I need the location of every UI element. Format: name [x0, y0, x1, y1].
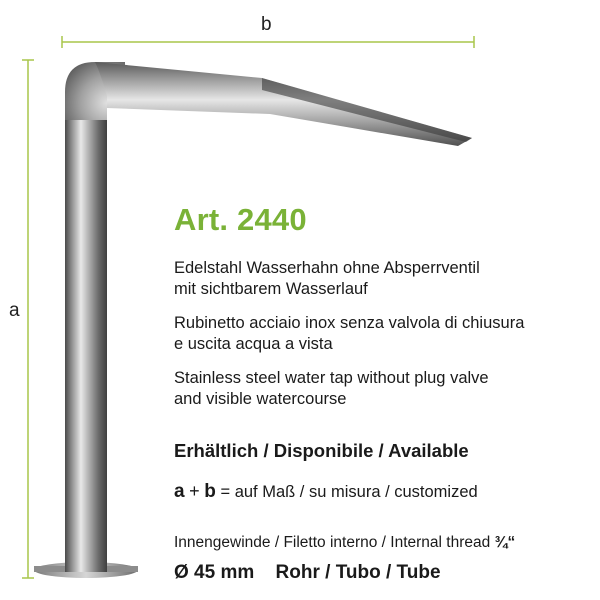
description-line: e uscita acqua a vista: [174, 335, 333, 353]
thread-size: ¾“: [494, 534, 516, 551]
dimension-a-line: [22, 60, 34, 578]
dimension-b-label: b: [261, 14, 272, 35]
description-italian: [174, 313, 524, 355]
horizontal-spout: [95, 62, 472, 146]
description-line: Stainless steel water tap without plug valve: [174, 369, 489, 387]
thread-info: [174, 534, 515, 552]
plus-sign: +: [189, 481, 200, 501]
description-line: Edelstahl Wasserhahn ohne Absperrventil: [174, 259, 480, 277]
vertical-pipe: [65, 92, 107, 572]
custom-size-line: [174, 481, 478, 503]
pipe-label: Rohr / Tubo / Tube: [275, 562, 441, 583]
thread-text: Innengewinde / Filetto interno / Internal thread: [174, 534, 491, 551]
dim-var-a: a: [174, 481, 185, 502]
description-english: [174, 368, 489, 410]
article-number: Art. 2440: [174, 202, 307, 237]
dimension-a-label: a: [9, 300, 20, 321]
availability-heading: Erhältlich / Disponibile / Available: [174, 440, 469, 461]
dim-var-b: b: [204, 481, 216, 502]
description-line: Rubinetto acciaio inox senza valvola di chiusura: [174, 314, 525, 332]
description-german: [174, 258, 480, 300]
description-line: mit sichtbarem Wasserlauf: [174, 280, 368, 298]
custom-size-text: = auf Maß / su misura / customized: [220, 483, 478, 501]
pipe-diameter: Ø 45 mm: [174, 562, 255, 583]
pipe-size: [174, 562, 441, 584]
description-line: and visible watercourse: [174, 390, 347, 408]
dimension-b-line: [62, 36, 474, 48]
